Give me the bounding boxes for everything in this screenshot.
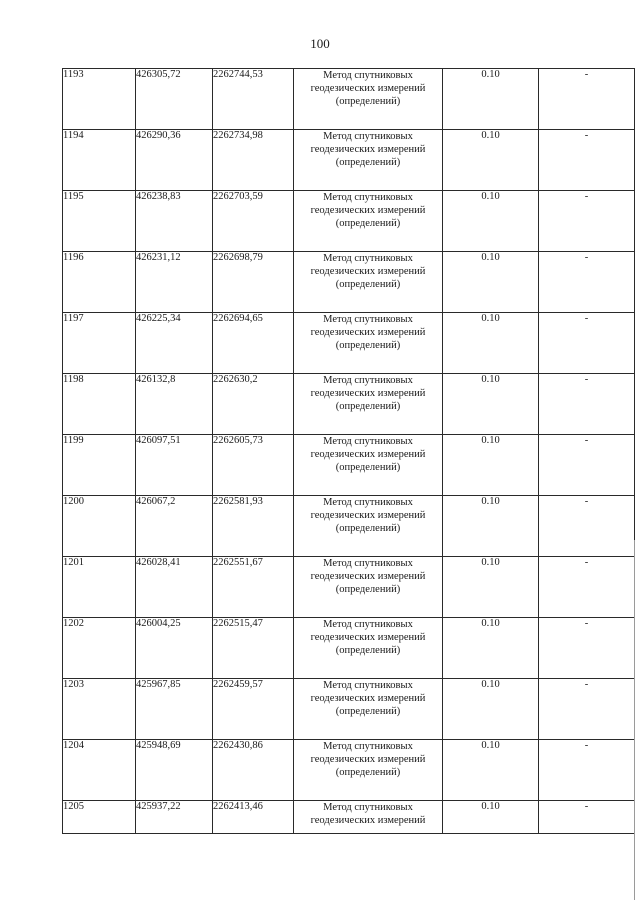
table-row <box>63 740 635 801</box>
table-row <box>63 313 635 374</box>
table-body <box>63 69 635 834</box>
x-coordinate-cell: 425948,69 <box>136 740 213 801</box>
point-number-cell: 1204 <box>63 740 136 801</box>
coordinates-table <box>62 68 635 834</box>
method-cell <box>294 313 443 374</box>
note-cell: - <box>539 557 635 618</box>
accuracy-cell: 0.10 <box>443 740 539 801</box>
method-line: (определений) <box>335 401 401 412</box>
accuracy-cell: 0.10 <box>443 496 539 557</box>
method-line: (определений) <box>335 279 401 290</box>
method-line: геодезических измерений <box>310 144 426 155</box>
point-number-cell: 1196 <box>63 252 136 313</box>
method-line: Метод спутниковых <box>323 253 413 264</box>
note-cell: - <box>539 130 635 191</box>
method-line: геодезических измерений <box>310 449 426 460</box>
method-line: Метод спутниковых <box>323 314 413 325</box>
y-coordinate-cell: 2262694,65 <box>213 313 294 374</box>
accuracy-cell: 0.10 <box>443 435 539 496</box>
table-row <box>63 435 635 496</box>
accuracy-cell: 0.10 <box>443 252 539 313</box>
method-line: (определений) <box>335 462 401 473</box>
note-cell: - <box>539 435 635 496</box>
table-row <box>63 130 635 191</box>
method-line: (определений) <box>335 706 401 717</box>
table-row <box>63 252 635 313</box>
method-line: Метод спутниковых <box>323 619 413 630</box>
method-line: геодезических измерений <box>310 83 426 94</box>
y-coordinate-cell: 2262630,2 <box>213 374 294 435</box>
method-line: (определений) <box>335 157 401 168</box>
note-cell: - <box>539 801 635 834</box>
x-coordinate-cell: 426067,2 <box>136 496 213 557</box>
x-coordinate-cell: 426028,41 <box>136 557 213 618</box>
method-cell <box>294 374 443 435</box>
point-number-cell: 1193 <box>63 69 136 130</box>
method-line: геодезических измерений <box>310 205 426 216</box>
table-row <box>63 496 635 557</box>
y-coordinate-cell: 2262551,67 <box>213 557 294 618</box>
method-line: Метод спутниковых <box>323 802 413 813</box>
accuracy-cell: 0.10 <box>443 130 539 191</box>
method-line: геодезических измерений <box>310 754 426 765</box>
y-coordinate-cell: 2262605,73 <box>213 435 294 496</box>
point-number-cell: 1197 <box>63 313 136 374</box>
method-cell <box>294 69 443 130</box>
method-line: геодезических измерений <box>310 632 426 643</box>
method-cell <box>294 801 443 834</box>
method-line: Метод спутниковых <box>323 741 413 752</box>
accuracy-cell: 0.10 <box>443 618 539 679</box>
method-line: Метод спутниковых <box>323 192 413 203</box>
x-coordinate-cell: 426238,83 <box>136 191 213 252</box>
note-cell: - <box>539 252 635 313</box>
method-line: Метод спутниковых <box>323 558 413 569</box>
method-line: геодезических измерений <box>310 571 426 582</box>
note-cell: - <box>539 313 635 374</box>
table-row <box>63 801 635 834</box>
note-cell: - <box>539 496 635 557</box>
method-line: (определений) <box>335 767 401 778</box>
accuracy-cell: 0.10 <box>443 679 539 740</box>
y-coordinate-cell: 2262413,46 <box>213 801 294 834</box>
y-coordinate-cell: 2262515,47 <box>213 618 294 679</box>
y-coordinate-cell: 2262581,93 <box>213 496 294 557</box>
scan-edge-line <box>634 540 635 900</box>
method-line: геодезических измерений <box>310 510 426 521</box>
method-line: геодезических измерений <box>310 815 426 826</box>
method-cell <box>294 679 443 740</box>
point-number-cell: 1194 <box>63 130 136 191</box>
table-row <box>63 191 635 252</box>
point-number-cell: 1200 <box>63 496 136 557</box>
method-cell <box>294 252 443 313</box>
x-coordinate-cell: 425937,22 <box>136 801 213 834</box>
method-line: Метод спутниковых <box>323 497 413 508</box>
note-cell: - <box>539 679 635 740</box>
method-cell <box>294 130 443 191</box>
point-number-cell: 1205 <box>63 801 136 834</box>
method-cell <box>294 740 443 801</box>
method-line: (определений) <box>335 340 401 351</box>
x-coordinate-cell: 426231,12 <box>136 252 213 313</box>
accuracy-cell: 0.10 <box>443 313 539 374</box>
method-line: (определений) <box>335 96 401 107</box>
method-line: (определений) <box>335 218 401 229</box>
table-row <box>63 618 635 679</box>
method-line: геодезических измерений <box>310 327 426 338</box>
point-number-cell: 1195 <box>63 191 136 252</box>
method-line: Метод спутниковых <box>323 131 413 142</box>
method-cell <box>294 557 443 618</box>
point-number-cell: 1202 <box>63 618 136 679</box>
note-cell: - <box>539 374 635 435</box>
point-number-cell: 1199 <box>63 435 136 496</box>
table-row <box>63 557 635 618</box>
method-line: геодезических измерений <box>310 693 426 704</box>
note-cell: - <box>539 69 635 130</box>
method-line: Метод спутниковых <box>323 436 413 447</box>
y-coordinate-cell: 2262744,53 <box>213 69 294 130</box>
x-coordinate-cell: 426097,51 <box>136 435 213 496</box>
point-number-cell: 1203 <box>63 679 136 740</box>
x-coordinate-cell: 425967,85 <box>136 679 213 740</box>
method-line: Метод спутниковых <box>323 375 413 386</box>
method-line: (определений) <box>335 584 401 595</box>
x-coordinate-cell: 426132,8 <box>136 374 213 435</box>
method-cell <box>294 191 443 252</box>
y-coordinate-cell: 2262734,98 <box>213 130 294 191</box>
accuracy-cell: 0.10 <box>443 557 539 618</box>
method-line: Метод спутниковых <box>323 680 413 691</box>
method-cell <box>294 618 443 679</box>
note-cell: - <box>539 618 635 679</box>
method-cell <box>294 435 443 496</box>
table-row <box>63 69 635 130</box>
point-number-cell: 1198 <box>63 374 136 435</box>
note-cell: - <box>539 740 635 801</box>
x-coordinate-cell: 426290,36 <box>136 130 213 191</box>
method-line: Метод спутниковых <box>323 70 413 81</box>
method-line: геодезических измерений <box>310 266 426 277</box>
note-cell: - <box>539 191 635 252</box>
accuracy-cell: 0.10 <box>443 374 539 435</box>
table-row <box>63 374 635 435</box>
accuracy-cell: 0.10 <box>443 69 539 130</box>
page-number: 100 <box>310 36 330 51</box>
x-coordinate-cell: 426004,25 <box>136 618 213 679</box>
x-coordinate-cell: 426225,34 <box>136 313 213 374</box>
method-line: геодезических измерений <box>310 388 426 399</box>
y-coordinate-cell: 2262459,57 <box>213 679 294 740</box>
x-coordinate-cell: 426305,72 <box>136 69 213 130</box>
accuracy-cell: 0.10 <box>443 801 539 834</box>
y-coordinate-cell: 2262430,86 <box>213 740 294 801</box>
table-row <box>63 679 635 740</box>
method-line: (определений) <box>335 523 401 534</box>
point-number-cell: 1201 <box>63 557 136 618</box>
method-cell <box>294 496 443 557</box>
y-coordinate-cell: 2262698,79 <box>213 252 294 313</box>
accuracy-cell: 0.10 <box>443 191 539 252</box>
method-line: (определений) <box>335 645 401 656</box>
y-coordinate-cell: 2262703,59 <box>213 191 294 252</box>
